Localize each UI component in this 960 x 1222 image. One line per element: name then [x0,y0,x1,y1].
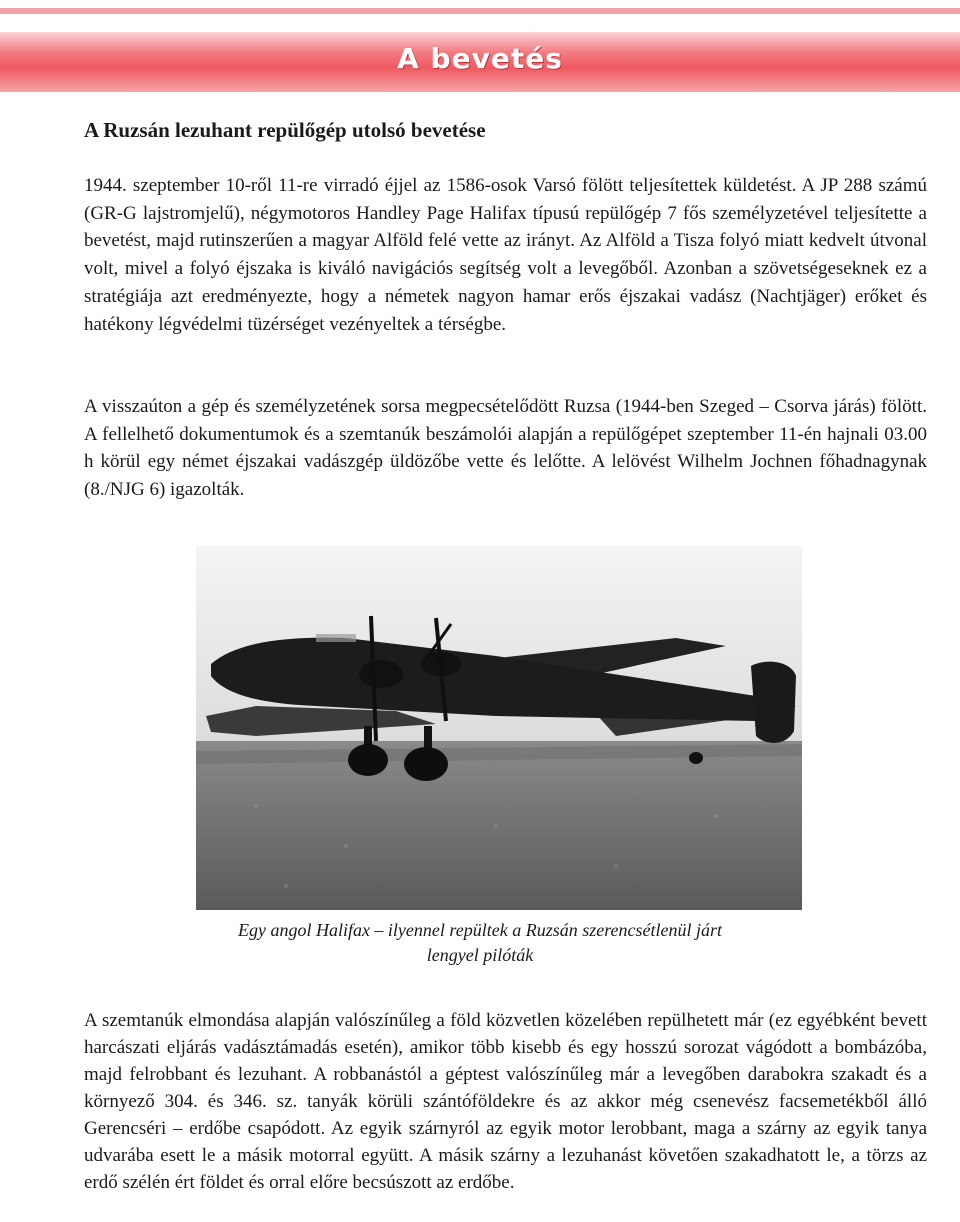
photo-caption-line-2: lengyel pilóták [426,945,534,965]
paragraph-mission: 1944. szeptember 10-ről 11-re virradó éjjel az 1586-osok Varsó fölött teljesítettek küldetést. A JP 288 számú (GR-G lajstromjelű), négymotoros Handley Page Halifax típusú repülőgép 7 fős személyzetével teljesítette a bevetést, majd rutinszerűen a magyar Alföld felé vette az irányt. Az Alföld a Tisza folyó miatt kedvelt útvonal volt, mivel a folyó éjszaka is kiváló navigációs segítség volt a levegőből. Azonban a szövetségeseknek ez a stratégiája azt eredményezte, hogy a németek nagyon hamar erős éjszakai vadász (Nachtjäger) erőket és hatékony légvédelmi tüzérséget vezényeltek a térségbe. [84,175,927,335]
top-decorative-rule [0,8,960,14]
paragraph-crash: A szemtanúk elmondása alapján valószínűleg a föld közvetlen közelében repülhetett már (ez egyébként bevett harcászati eljárás vadásztámadás esetén), amikor több kisebb és egy hosszú sorozat vágódott a bombázóba, majd felrobbant és lezuhant. A robbanástól a géptest valószínűleg már a levegőben darabokra szakadt és a környező 304. és 346. sz. tanyák körüli szántóföldekre és az akkor még csenevész facsemetékből álló Gerencséri – erdőbe csapódott. Az egyik szárnyról az egyik motor lerobbant, maga a szárny az egyik tanya udvarába esett le a másik motorral együtt. A másik szárny a lezuhanást követően szakadhatott le, a törzs az erdő szélén ért földet és orral előre becsúszott az erdőbe. [84,1010,927,1193]
photo-caption-line-1: Egy angol Halifax – ilyennel repültek a Ruzsán szerencsétlenül járt [237,920,723,940]
photo-caption [0,918,960,968]
halifax-bomber-photo [196,546,802,910]
paragraph-shootdown: A visszaúton a gép és személyzetének sorsa megpecsételődött Ruzsa (1944-ben Szeged – Csorva járás) fölött. A fellelhető dokumentumok és a szemtanúk beszámolói alapján a repülőgépet szeptember 11-én hajnali 03.00 h körül egy német éjszakai vadászgép üldözőbe vette és lelőtte. A lelövést Wilhelm Jochnen főhadnagynak (8./NJG 6) igazolták. [84,396,927,501]
article-title: A Ruzsán lezuhant repülőgép utolsó bevetése [84,118,486,142]
section-title: A bevetés [397,42,563,75]
